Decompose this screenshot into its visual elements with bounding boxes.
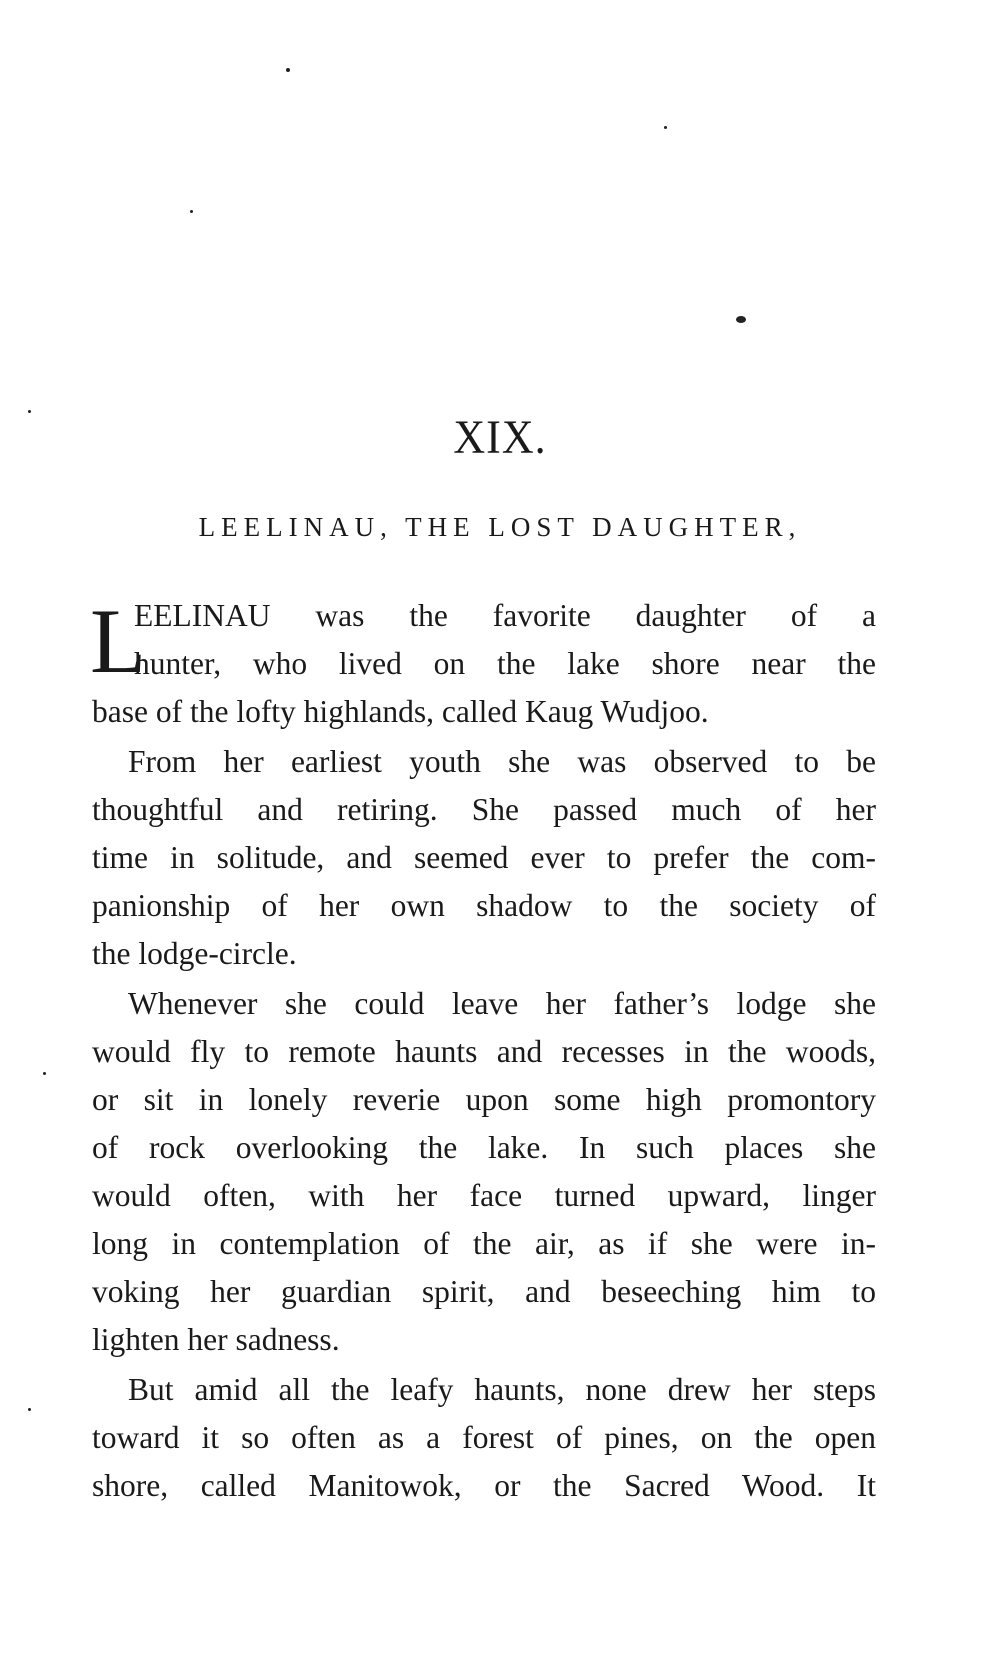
text-line: base of the lofty highlands, called Kaug Wudjoo. (92, 694, 709, 729)
paragraph-1 (92, 592, 876, 736)
paragraph-3 (92, 980, 876, 1364)
scan-speck (286, 68, 290, 72)
text-line: time in solitude, and seemed ever to prefer the com- (92, 840, 876, 875)
chapter-number: XIX. (453, 411, 547, 464)
text-line: panionship of her own shadow to the society of (92, 888, 876, 923)
text-line: But amid all the leafy haunts, none drew her steps (128, 1372, 876, 1407)
text-line: the lodge-circle. (92, 936, 297, 971)
paragraph-2 (92, 738, 876, 978)
scan-speck (736, 316, 746, 323)
scan-speck (190, 210, 193, 213)
text-line: toward it so often as a forest of pines, on the open (92, 1420, 876, 1455)
text-line: of rock overlooking the lake. In such places she (92, 1130, 876, 1165)
text-line: long in contemplation of the air, as if she were in- (92, 1226, 876, 1261)
drop-cap: L (90, 590, 147, 692)
text-line: voking her guardian spirit, and beseeching him to (92, 1274, 876, 1309)
text-line: hunter, who lived on the lake shore near the (134, 646, 876, 681)
text-line: would often, with her face turned upward, linger (92, 1178, 876, 1213)
text-line: Whenever she could leave her father’s lodge she (128, 986, 876, 1021)
chapter-title: LEELINAU, THE LOST DAUGHTER, (198, 512, 802, 542)
text-line: shore, called Manitowok, or the Sacred Wood. It (92, 1468, 876, 1503)
text-line: or sit in lonely reverie upon some high promontory (92, 1082, 876, 1117)
text-line: would fly to remote haunts and recesses in the woods, (92, 1034, 876, 1069)
scan-speck (28, 1408, 31, 1411)
scan-speck (664, 126, 667, 129)
text-line: EELINAU was the favorite daughter of a (134, 598, 876, 633)
body-text (92, 592, 876, 1510)
text-line: thoughtful and retiring. She passed much of her (92, 792, 876, 827)
scan-speck (43, 1072, 46, 1075)
text-line: lighten her sadness. (92, 1322, 340, 1357)
paragraph-4 (92, 1366, 876, 1510)
text-line: From her earliest youth she was observed to be (128, 744, 876, 779)
